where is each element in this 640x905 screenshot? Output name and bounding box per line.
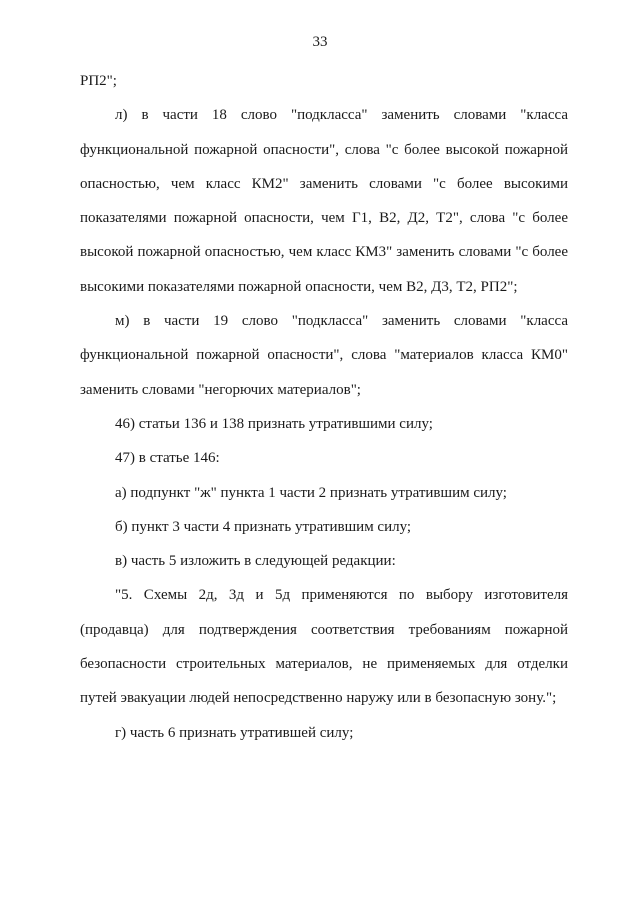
paragraph-quoted-part-5: "5. Схемы 2д, 3д и 5д применяются по выбору изготовителя (продавца) для подтверждения соответствия требованиям пожарной безопасности строительных материалов, не применяемых для отделки путей эвакуации людей непосредственно наружу или в безопасную зону."; — [80, 587, 568, 707]
paragraph-item-b: б) пункт 3 части 4 признать утратившим силу; — [115, 518, 412, 535]
paragraph-item-v: в) часть 5 изложить в следующей редакции: — [115, 553, 396, 570]
paragraph-item-m: м) в части 19 слово "подкласса" заменить словами "класса функциональной пожарной опасности", слова "материалов класса КМ0" заменить словами "негорючих материалов"; — [80, 313, 568, 398]
paragraph-item-46: 46) статьи 136 и 138 признать утратившими силу; — [115, 415, 433, 432]
paragraph-continuation: РП2"; — [80, 73, 117, 89]
paragraph-item-l: л) в части 18 слово "подкласса" заменить словами "класса функциональной пожарной опасности", слова "с более высокой пожарной опасностью, чем класс КМ2" заменить словами "с более высокими показателями пожарной опасности, чем Г1, В2, Д2, Т2", слова "с более высокой пожарной опасностью, чем класс КМ3" заменить словами "с более высокими показателями пожарной опасности, чем В2, Д3, Т2, РП2"; — [80, 107, 568, 295]
paragraph-item-g: г) часть 6 признать утратившей силу; — [115, 724, 354, 741]
paragraph-item-47: 47) в статье 146: — [115, 450, 220, 467]
document-body — [80, 64, 568, 750]
page-number: 33 — [312, 34, 328, 50]
paragraph-item-a: а) подпункт "ж" пункта 1 части 2 признать утратившим силу; — [115, 484, 507, 501]
